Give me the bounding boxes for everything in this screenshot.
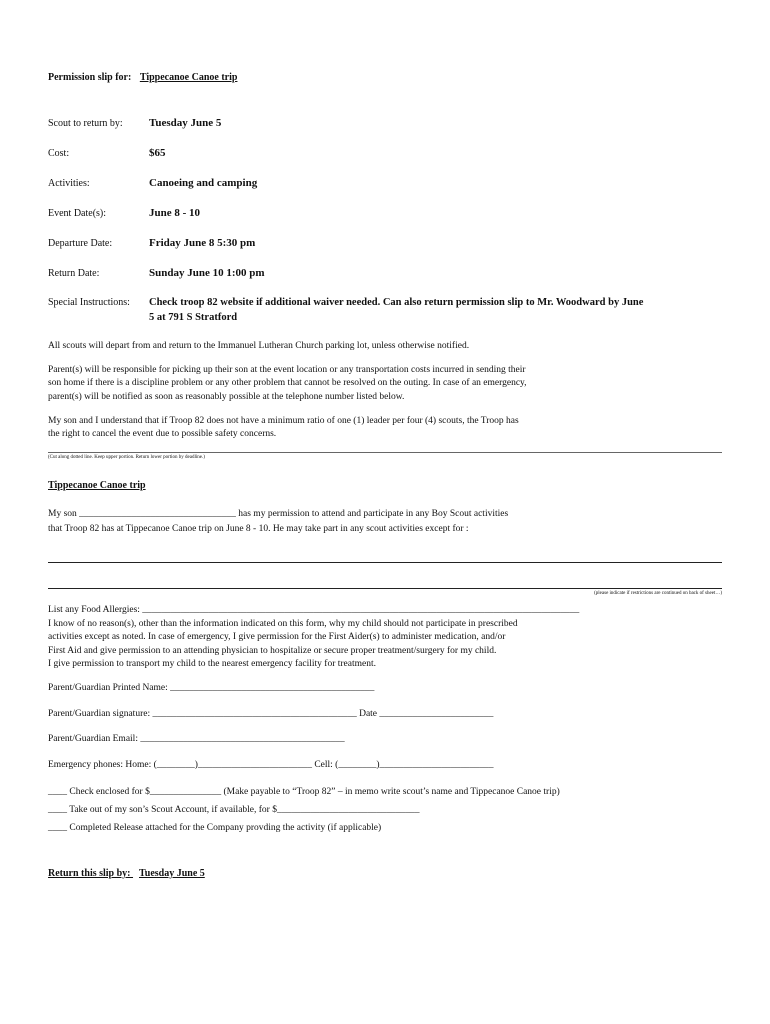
consent-line: activities except as noted. In case of emergency, I give permission for the First Aider(s) to administer medication, and/or	[48, 632, 506, 643]
responsibility-line: son home if there is a discipline problem or any other problem that cannot be resolved on the outing. In case of an emergency,	[48, 378, 527, 389]
depart-paragraph: All scouts will depart from and return to the Immanuel Lutheran Church parking lot, unless otherwise notified.	[48, 341, 470, 351]
restrictions-line-2[interactable]	[48, 588, 722, 589]
detail-value-special-line1: Check troop 82 website if additional waiver needed. Can also return permission slip to Mr. Woodward by June	[149, 297, 644, 308]
slip-title: Tippecanoe Canoe trip	[48, 480, 146, 491]
detail-label-special: Special Instructions:	[48, 297, 130, 308]
return-date: Tuesday June 5	[139, 868, 205, 879]
detail-label-activities: Activities:	[48, 178, 90, 189]
detail-label-return-by: Scout to return by:	[48, 118, 123, 129]
return-label: Return this slip by:	[48, 868, 131, 879]
detail-value-return-date: Sunday June 10 1:00 pm	[149, 267, 265, 279]
responsibility-line: parent(s) will be notified as soon as reasonably possible at the telephone number listed below.	[48, 391, 405, 402]
trip-name: Tippecanoe Canoe trip	[139, 72, 238, 83]
detail-label-return-date: Return Date:	[48, 268, 100, 279]
restrictions-note: (please indicate if restrictions are continued on back of sheet…)	[594, 591, 722, 596]
ratio-line: the right to cancel the event due to possible safety concerns.	[48, 429, 277, 440]
detail-label-departure: Departure Date:	[48, 238, 113, 249]
payment-account-option[interactable]: ____ Take out of my son’s Scout Account, if available, for $______________________________	[48, 805, 420, 815]
permission-paragraph	[48, 508, 608, 537]
detail-value-departure: Friday June 8 5:30 pm	[149, 237, 256, 249]
consent-line: First Aid and give permission to an attending physician to hospitalize or secure proper treatment/surgery for my child.	[48, 645, 497, 656]
food-allergies-field[interactable]: List any Food Allergies: ____________________________________________________________________________________________	[48, 605, 580, 615]
consent-line: I give permission to transport my child to the nearest emergency facility for treatment.	[48, 659, 377, 670]
detail-label-event-dates: Event Date(s):	[48, 208, 107, 219]
detail-label-cost: Cost:	[48, 148, 70, 159]
ratio-paragraph	[48, 415, 588, 442]
header-label: Permission slip for:	[48, 72, 132, 83]
consent-line: I know of no reason(s), other than the information indicated on this form, why my child should not participate in prescribed	[48, 619, 518, 629]
release-option[interactable]: ____ Completed Release attached for the Company provding the activity (if applicable)	[48, 823, 382, 833]
consent-paragraph	[48, 618, 608, 672]
payment-check-option[interactable]: ____ Check enclosed for $_______________ (Make payable to “Troop 82” – in memo write scout’s name and Tippecanoe Canoe trip)	[48, 787, 560, 797]
printed-name-field[interactable]: Parent/Guardian Printed Name: ___________________________________________	[48, 683, 375, 693]
responsibility-paragraph	[48, 364, 588, 404]
email-field[interactable]: Parent/Guardian Email: ___________________________________________	[48, 734, 345, 744]
responsibility-line: Parent(s) will be responsible for picking up their son at the event location or any transportation costs incurred in sending their	[48, 365, 526, 375]
cut-line	[48, 452, 722, 453]
restrictions-line-1[interactable]	[48, 562, 722, 563]
emergency-phones-field[interactable]: Emergency phones: Home: (________)________________________ Cell: (________)________________________	[48, 760, 494, 770]
detail-value-activities: Canoeing and camping	[149, 177, 258, 189]
return-slip-footer	[48, 868, 205, 879]
permission-line: My son _________________________________ has my permission to attend and participate in any Boy Scout activities	[48, 509, 509, 519]
permission-slip-header	[48, 72, 237, 83]
ratio-line: My son and I understand that if Troop 82 does not have a minimum ratio of one (1) leader per four (4) scouts, the Troop has	[48, 416, 519, 426]
cut-note: (Cut along dotted line. Keep upper portion. Return lower portion by deadline.)	[48, 455, 205, 460]
permission-line: that Troop 82 has at Tippecanoe Canoe trip on June 8 - 10. He may take part in any scout activities except for :	[48, 524, 469, 535]
signature-field[interactable]: Parent/Guardian signature: ___________________________________________ Date ________________________	[48, 709, 494, 719]
detail-value-event-dates: June 8 - 10	[149, 207, 201, 219]
detail-value-special-line2: 5 at 791 S Stratford	[149, 312, 238, 323]
detail-value-cost: $65	[149, 147, 166, 159]
detail-value-return-by: Tuesday June 5	[149, 117, 222, 129]
